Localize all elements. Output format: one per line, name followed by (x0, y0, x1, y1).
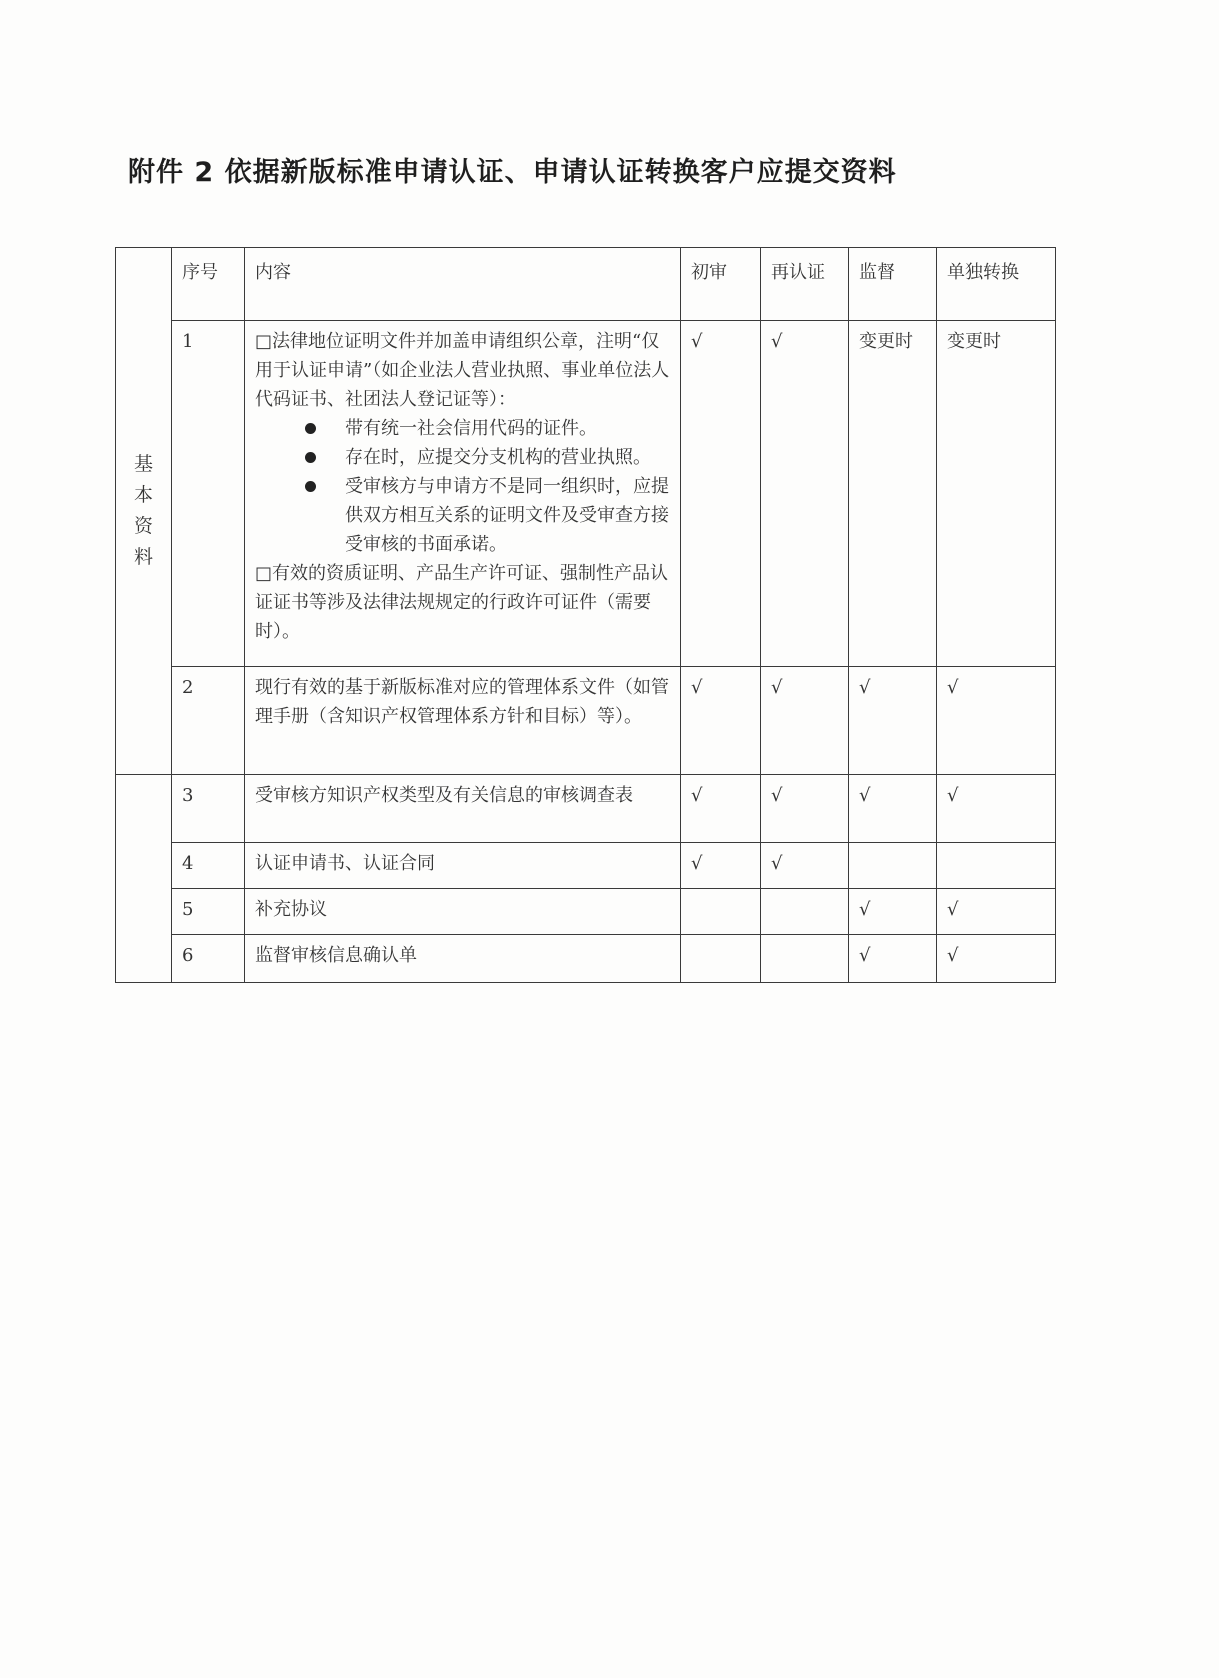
row-recert: √ (761, 321, 849, 667)
row-initial: √ (681, 667, 761, 775)
row-content: 认证申请书、认证合同 (245, 843, 681, 889)
category-cell-other (116, 775, 172, 983)
row-recert: √ (761, 843, 849, 889)
table-row (116, 935, 1056, 983)
bullet-icon (305, 452, 316, 463)
table-header-row (116, 248, 1056, 321)
category-cell-basic (116, 248, 172, 775)
row-transfer: √ (937, 935, 1056, 983)
row-content: 受审核方知识产权类型及有关信息的审核调查表 (245, 775, 681, 843)
bullet-icon (305, 423, 316, 434)
table-row (116, 889, 1056, 935)
row-initial (681, 889, 761, 935)
submission-materials-table (115, 247, 1056, 983)
row-no: 2 (172, 667, 245, 775)
content-bullet-list (255, 414, 670, 559)
list-item (303, 443, 670, 472)
header-recert: 再认证 (761, 248, 849, 321)
row-recert: √ (761, 667, 849, 775)
list-item (303, 472, 670, 559)
row-surveillance: √ (849, 667, 937, 775)
row-transfer: √ (937, 667, 1056, 775)
row-initial (681, 935, 761, 983)
row-surveillance: √ (849, 775, 937, 843)
row-transfer (937, 843, 1056, 889)
content-intro: □法律地位证明文件并加盖申请组织公章，注明“仅用于认证申请”（如企业法人营业执照、事业单位法人代码证书、社团法人登记证等）： (255, 331, 670, 410)
row-initial: √ (681, 775, 761, 843)
row-content: 现行有效的基于新版标准对应的管理体系文件（如管理手册（含知识产权管理体系方针和目标）等）。 (245, 667, 681, 775)
table-row (116, 843, 1056, 889)
row-content (245, 321, 681, 667)
row-transfer: √ (937, 889, 1056, 935)
table-row (116, 667, 1056, 775)
header-transfer: 单独转换 (937, 248, 1056, 321)
row-initial: √ (681, 843, 761, 889)
header-no: 序号 (172, 248, 245, 321)
row-surveillance: √ (849, 935, 937, 983)
row-recert: √ (761, 775, 849, 843)
document-title: 附件 2 依据新版标准申请认证、申请认证转换客户应提交资料 (128, 157, 897, 188)
row-initial: √ (681, 321, 761, 667)
table-row (116, 775, 1056, 843)
row-no: 6 (172, 935, 245, 983)
list-item-text: 受审核方与申请方不是同一组织时，应提供双方相互关系的证明文件及受审查方接受审核的书面承诺。 (345, 476, 669, 555)
row-recert (761, 889, 849, 935)
list-item-text: 存在时，应提交分支机构的营业执照。 (345, 447, 651, 468)
row-no: 1 (172, 321, 245, 667)
row-content: 监督审核信息确认单 (245, 935, 681, 983)
list-item (303, 414, 670, 443)
row-no: 5 (172, 889, 245, 935)
bullet-icon (305, 481, 316, 492)
row-surveillance (849, 843, 937, 889)
header-surveillance: 监督 (849, 248, 937, 321)
row-recert (761, 935, 849, 983)
header-content: 内容 (245, 248, 681, 321)
row-surveillance: 变更时 (849, 321, 937, 667)
row-surveillance: √ (849, 889, 937, 935)
category-label-basic: 基本资料 (133, 453, 153, 568)
header-initial: 初审 (681, 248, 761, 321)
content-outro: □有效的资质证明、产品生产许可证、强制性产品认证证书等涉及法律法规规定的行政许可证件（需要时）。 (255, 563, 669, 642)
row-no: 3 (172, 775, 245, 843)
table-row (116, 321, 1056, 667)
row-transfer: 变更时 (937, 321, 1056, 667)
row-transfer: √ (937, 775, 1056, 843)
row-no: 4 (172, 843, 245, 889)
list-item-text: 带有统一社会信用代码的证件。 (345, 418, 597, 439)
row-content: 补充协议 (245, 889, 681, 935)
